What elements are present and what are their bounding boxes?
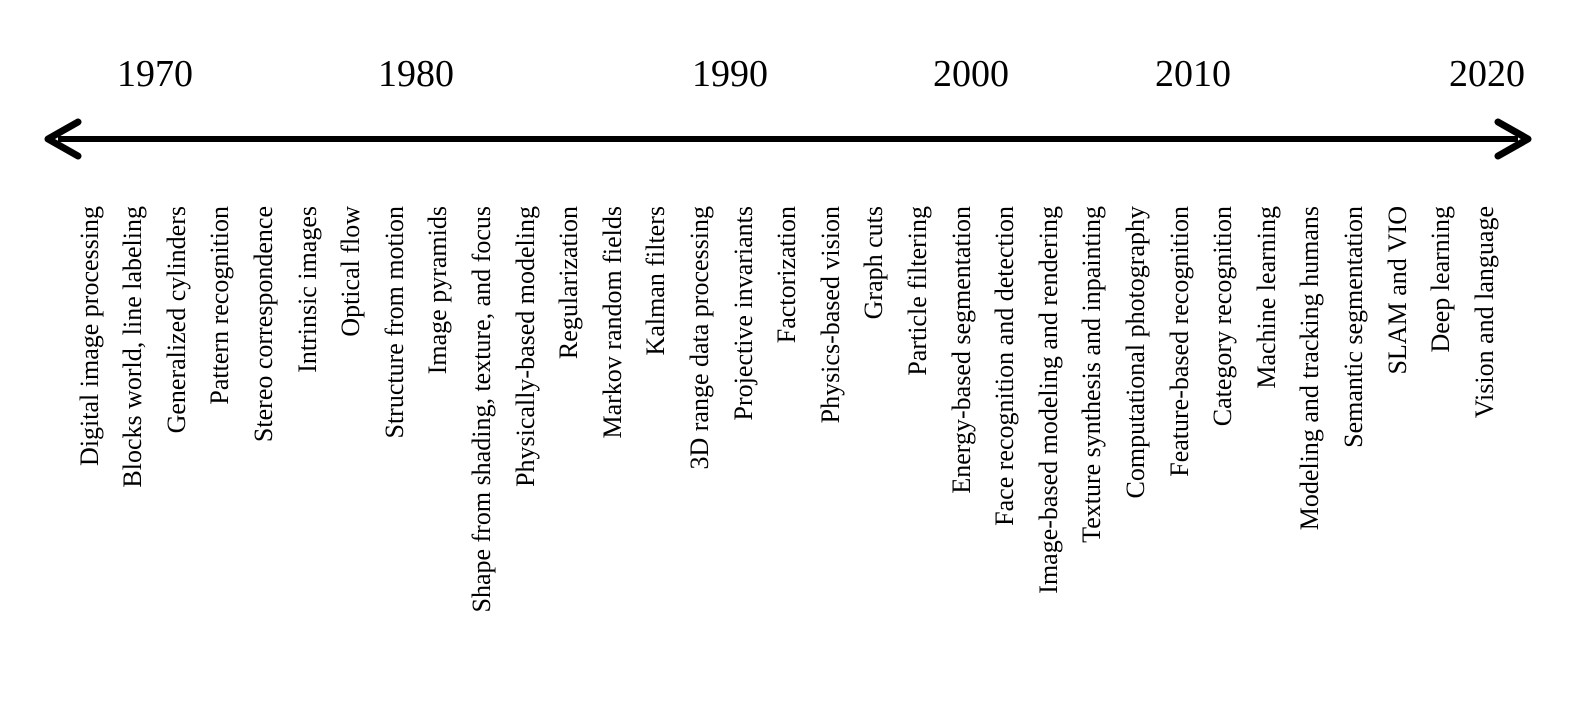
topic-label: Face recognition and detection xyxy=(990,206,1019,526)
topic-label: Digital image processing xyxy=(75,206,104,466)
topic-label: Factorization xyxy=(772,206,801,344)
topic-label: Structure from motion xyxy=(380,206,409,439)
year-label-1980: 1980 xyxy=(378,53,454,95)
topic-label: SLAM and VIO xyxy=(1383,206,1412,375)
topic-labels xyxy=(75,206,1499,613)
year-label-1970: 1970 xyxy=(117,53,193,95)
topic-label: Category recognition xyxy=(1208,206,1237,427)
topic-label: 3D range data processing xyxy=(685,206,714,470)
topic-label: Particle filtering xyxy=(903,206,932,376)
topic-label: Regularization xyxy=(554,206,583,360)
topic-label: Semantic segmentation xyxy=(1339,206,1368,448)
topic-label: Graph cuts xyxy=(859,206,888,320)
topic-label: Texture synthesis and inpainting xyxy=(1077,206,1106,543)
topic-label: Intrinsic images xyxy=(293,206,322,373)
topic-label: Computational photography xyxy=(1121,206,1150,499)
topic-label: Physically-based modeling xyxy=(511,206,540,487)
topic-label: Deep learning xyxy=(1426,206,1455,353)
topic-label: Shape from shading, texture, and focus xyxy=(467,206,496,613)
topic-label: Kalman filters xyxy=(641,206,670,356)
topic-label: Stereo correspondence xyxy=(249,206,278,443)
topic-label: Optical flow xyxy=(336,206,365,337)
topic-label: Physics-based vision xyxy=(816,206,845,424)
topic-label: Projective invariants xyxy=(729,206,758,421)
topic-label: Blocks world, line labeling xyxy=(118,206,147,488)
topic-label: Pattern recognition xyxy=(205,206,234,405)
topic-label: Machine learning xyxy=(1252,206,1281,389)
topic-label: Feature-based recognition xyxy=(1165,206,1194,477)
year-label-2010: 2010 xyxy=(1155,53,1231,95)
topic-label: Image pyramids xyxy=(423,206,452,375)
year-label-2020: 2020 xyxy=(1449,53,1525,95)
topic-label: Modeling and tracking humans xyxy=(1295,206,1324,531)
year-label-1990: 1990 xyxy=(692,53,768,95)
topic-label: Markov random fields xyxy=(598,206,627,439)
topic-label: Energy-based segmentation xyxy=(947,206,976,494)
topic-label: Generalized cylinders xyxy=(162,206,191,434)
topic-label: Image-based modeling and rendering xyxy=(1034,206,1063,594)
year-label-2000: 2000 xyxy=(933,53,1009,95)
topic-label: Vision and language xyxy=(1470,206,1499,419)
